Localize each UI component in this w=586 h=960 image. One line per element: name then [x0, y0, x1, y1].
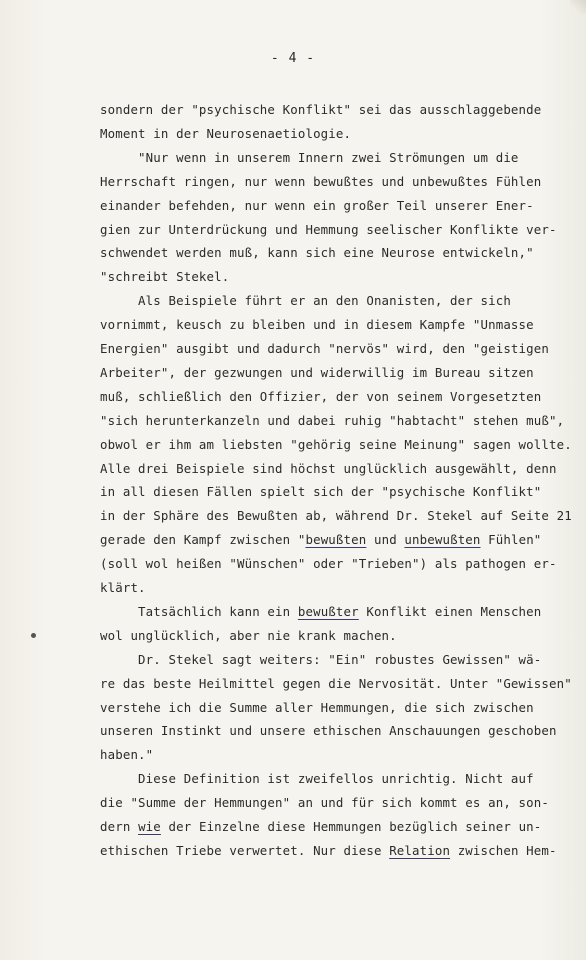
text-segment: verstehe ich die Summe aller Hemmungen, die sich zwischen [100, 700, 534, 715]
text-segment: der Einzelne diese Hemmungen bezüglich seiner un- [160, 819, 542, 834]
text-segment: (soll wol heißen "Wünschen" oder "Trieben") als pathogen er- [100, 556, 557, 571]
text-line [100, 723, 557, 739]
text-line [100, 628, 397, 644]
text-line [100, 437, 572, 453]
text-line [100, 604, 541, 620]
text-line [100, 771, 534, 787]
text-line [100, 700, 534, 716]
text-segment: ethischen Triebe verwertet. Nur diese [100, 843, 390, 858]
text-line [100, 293, 511, 309]
text-line [100, 126, 351, 142]
text-line [100, 365, 534, 381]
text-line [100, 580, 146, 596]
text-segment: klärt. [100, 580, 146, 595]
text-line [100, 747, 153, 763]
text-segment: muß, schließlich den Offizier, der von seinem Vorgesetzten [100, 389, 542, 404]
text-line [100, 532, 541, 548]
text-segment: "schreibt Stekel. [100, 269, 230, 284]
underlined-word: unbewußten [404, 532, 481, 547]
text-segment: haben." [100, 747, 154, 762]
text-segment: "Nur wenn in unserem Innern zwei Strömungen um die [100, 150, 519, 165]
text-line [100, 317, 534, 333]
text-line [100, 843, 557, 859]
text-line [100, 556, 557, 572]
text-line [100, 389, 541, 405]
text-segment: dern [100, 819, 139, 834]
text-segment: gien zur Unterdrückung und Hemmung seelischer Konflikte ver- [100, 222, 557, 237]
text-line [100, 198, 534, 214]
text-segment: sondern der "psychische Konflikt" sei das ausschlaggebende [100, 102, 542, 117]
text-segment: vornimmt, keusch zu bleiben und in diesem Kampfe "Unmasse [100, 317, 534, 332]
text-segment: Energien" ausgibt und dadurch "nervös" wird, den "geistigen [100, 341, 549, 356]
text-line [100, 150, 519, 166]
page-corner [570, 0, 586, 14]
text-segment: einander befehden, nur wenn ein großer Teil unserer Ener- [100, 198, 534, 213]
text-segment: Arbeiter", der gezwungen und widerwillig im Bureau sitzen [100, 365, 534, 380]
text-segment: gerade den Kampf zwischen " [100, 532, 306, 547]
text-line [100, 795, 549, 811]
text-segment: unseren Instinkt und unsere ethischen Anschauungen geschoben [100, 723, 557, 738]
text-line [100, 652, 541, 668]
text-segment: obwol er ihm am liebsten "gehörig seine Meinung" sagen wollte. [100, 437, 572, 452]
text-segment: Diese Definition ist zweifellos unrichtig. Nicht auf [100, 771, 534, 786]
text-line [100, 102, 541, 118]
text-line [100, 676, 572, 692]
text-segment: und [366, 532, 405, 547]
punch-mark [31, 633, 36, 638]
text-line [100, 819, 541, 835]
text-line [100, 484, 541, 500]
text-segment: Als Beispiele führt er an den Onanisten, der sich [100, 293, 511, 308]
page-number: - 4 - [270, 51, 316, 66]
text-line [100, 413, 564, 429]
text-line [100, 508, 572, 524]
text-segment: Moment in der Neurosenaetiologie. [100, 126, 352, 141]
text-segment: Konflikt einen Menschen [358, 604, 542, 619]
text-segment: Tatsächlich kann ein [100, 604, 298, 619]
text-line [100, 461, 557, 477]
text-segment: Fühlen" [480, 532, 542, 547]
text-segment: Dr. Stekel sagt weiters: "Ein" robustes Gewissen" wä- [100, 652, 542, 667]
text-line [100, 341, 549, 357]
underlined-word: wie [138, 819, 161, 834]
text-segment: wol unglücklich, aber nie krank machen. [100, 628, 397, 643]
text-line [100, 269, 229, 285]
text-segment: in all diesen Fällen spielt sich der "psychische Konflikt" [100, 484, 542, 499]
text-line [100, 245, 534, 261]
text-segment: in der Sphäre des Bewußten ab, während Dr. Stekel auf Seite 21 [100, 508, 572, 523]
text-segment: Herrschaft ringen, nur wenn bewußtes und unbewußtes Fühlen [100, 174, 542, 189]
underlined-word: bewußter [297, 604, 359, 619]
text-line [100, 222, 557, 238]
text-segment: schwendet werden muß, kann sich eine Neurose entwickeln," [100, 245, 534, 260]
text-segment: die "Summe der Hemmungen" an und für sich kommt es an, son- [100, 795, 549, 810]
text-segment: Alle drei Beispiele sind höchst unglücklich ausgewählt, denn [100, 461, 557, 476]
text-line [100, 174, 541, 190]
text-segment: "sich herunterkanzeln und dabei ruhig "habtacht" stehen muß", [100, 413, 565, 428]
underlined-word: Relation [389, 843, 451, 858]
text-segment: zwischen Hem- [450, 843, 557, 858]
text-segment: re das beste Heilmittel gegen die Nervosität. Unter "Gewissen" [100, 676, 572, 691]
underlined-word: bewußten [305, 532, 367, 547]
